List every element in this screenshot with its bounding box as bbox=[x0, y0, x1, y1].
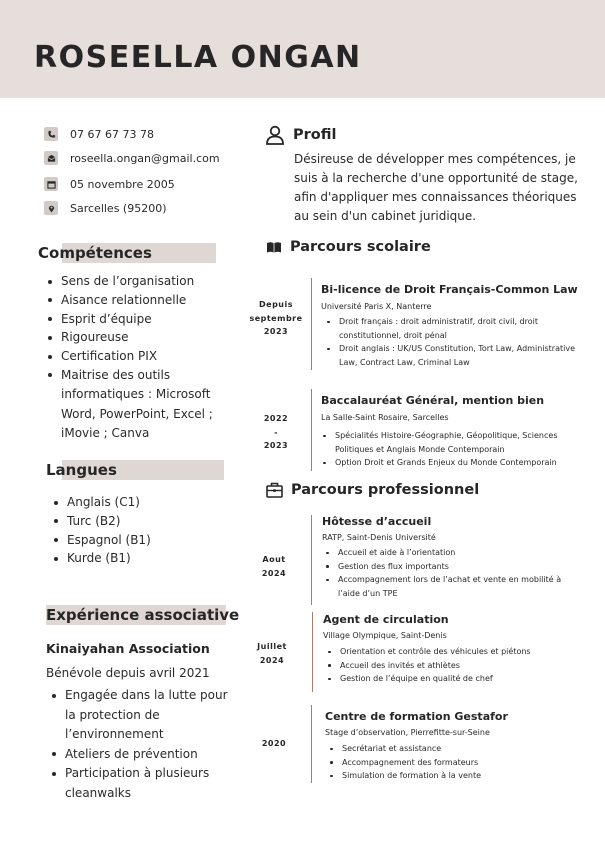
education-heading: Parcours scolaire bbox=[266, 239, 431, 255]
page-bottom-edge bbox=[0, 846, 605, 850]
entry-bullet: Accueil des invités et athlètes bbox=[322, 659, 577, 673]
entry-bullet: Accueil et aide à l’orientation bbox=[320, 546, 575, 560]
calendar-icon bbox=[44, 177, 58, 191]
language-item: Espagnol (B1) bbox=[52, 531, 222, 550]
entry-subtitle: Village Olympique, Saint-Denis bbox=[323, 631, 447, 640]
entry-bullet: Orientation et contrôle des véhicules et piétons bbox=[322, 645, 577, 659]
timeline-line bbox=[311, 389, 312, 471]
association-list bbox=[50, 686, 235, 803]
timeline-line bbox=[311, 705, 312, 783]
entry-bullets bbox=[321, 315, 583, 369]
skill-item: Sens de l’organisation bbox=[46, 272, 226, 291]
entry-title: Baccalauréat Général, mention bien bbox=[321, 394, 545, 407]
person-icon bbox=[265, 125, 285, 145]
entry-bullet: Accompagnement des formateurs bbox=[324, 756, 579, 770]
entry-subtitle: Université Paris X, Nanterre bbox=[321, 302, 432, 311]
entry-date: Depuis septembre 2023 bbox=[249, 300, 303, 336]
languages-heading: Langues bbox=[46, 460, 117, 480]
entry-bullet: Secrétariat et assistance bbox=[324, 742, 579, 756]
skill-item: Certification PIX bbox=[46, 347, 226, 366]
entry-title: Bi-licence de Droit Français-Common Law bbox=[321, 283, 578, 296]
languages-list bbox=[52, 493, 222, 568]
location-pin-icon bbox=[44, 201, 58, 215]
location-text: Sarcelles (95200) bbox=[70, 201, 167, 215]
briefcase-icon bbox=[266, 482, 283, 498]
timeline-line bbox=[311, 515, 312, 605]
skill-item: Rigoureuse bbox=[46, 328, 226, 347]
profile-text: Désireuse de développer mes compétences, je suis à la recherche d'une opportunité de stage, afin d'appliquer mes connaissances théoriques au sein d'un cabinet juridique. bbox=[294, 152, 578, 223]
entry-bullets bbox=[317, 429, 583, 470]
profile-heading: Profil bbox=[265, 125, 336, 145]
timeline-line bbox=[311, 278, 312, 370]
skill-item: Aisance relationnelle bbox=[46, 291, 226, 310]
work-heading: Parcours professionnel bbox=[266, 482, 479, 498]
contact-email bbox=[44, 151, 220, 165]
phone-icon bbox=[44, 127, 58, 141]
entry-bullet: Accompagnement lors de l’achat et vente en mobilité à l’aide d’un TPE bbox=[320, 573, 575, 600]
association-org: Kinaiyahan Association bbox=[46, 641, 210, 656]
contact-location bbox=[44, 201, 167, 215]
entry-bullet: Gestion des flux importants bbox=[320, 560, 575, 574]
entry-subtitle: Stage d’observation, Pierrefitte-sur-Seine bbox=[325, 728, 490, 737]
entry-title: Hôtesse d’accueil bbox=[322, 515, 432, 528]
timeline-line bbox=[312, 612, 313, 692]
association-heading: Expérience associative bbox=[46, 606, 240, 624]
entry-bullets bbox=[322, 645, 577, 686]
entry-bullet: Spécialités Histoire-Géographie, Géopolitique, Sciences Politiques et Anglais Monde Contemporain bbox=[317, 429, 583, 456]
open-book-icon bbox=[266, 240, 282, 254]
association-role: Bénévole depuis avril 2021 bbox=[46, 666, 210, 680]
skills-heading: Compétences bbox=[38, 243, 152, 263]
entry-bullet: Gestion de l’équipe en qualité de chef bbox=[322, 672, 577, 686]
entry-bullets bbox=[320, 546, 575, 600]
birthdate-text: 05 novembre 2005 bbox=[70, 177, 175, 191]
entry-bullet: Simulation de formation à la vente bbox=[324, 769, 579, 783]
email-icon bbox=[44, 151, 58, 165]
candidate-name: ROSEELLA ONGAN bbox=[34, 40, 362, 75]
phone-text: 07 67 67 73 78 bbox=[70, 127, 154, 141]
entry-bullets bbox=[324, 742, 579, 783]
email-text: roseella.ongan@gmail.com bbox=[70, 151, 220, 165]
entry-title: Centre de formation Gestafor bbox=[325, 710, 508, 723]
entry-bullet: Droit anglais : UK/US Constitution, Tort Law, Administrative Law, Contract Law, Criminal Law bbox=[321, 342, 583, 369]
association-item: Ateliers de prévention bbox=[50, 745, 235, 765]
contact-phone bbox=[44, 127, 154, 141]
entry-date: 2020 bbox=[261, 739, 287, 748]
entry-bullet: Droit français : droit administratif, droit civil, droit constitutionnel, droit pénal bbox=[321, 315, 583, 342]
entry-bullet: Option Droit et Grands Enjeux du Monde Contemporain bbox=[317, 456, 583, 470]
skill-item: Esprit d’équipe bbox=[46, 310, 226, 329]
skills-list bbox=[46, 272, 226, 444]
entry-date: Aout 2024 bbox=[261, 555, 287, 578]
language-item: Kurde (B1) bbox=[52, 549, 222, 568]
language-item: Turc (B2) bbox=[52, 512, 222, 531]
entry-title: Agent de circulation bbox=[323, 613, 449, 626]
contact-birthdate bbox=[44, 177, 175, 191]
association-item: Participation à plusieurs cleanwalks bbox=[50, 764, 235, 803]
entry-date: 2022 - 2023 bbox=[263, 414, 289, 450]
entry-subtitle: La Salle-Saint Rosaire, Sarcelles bbox=[321, 413, 449, 422]
entry-date: Juillet 2024 bbox=[257, 642, 287, 665]
association-item: Engagée dans la lutte pour la protection de l’environnement bbox=[50, 686, 235, 745]
language-item: Anglais (C1) bbox=[52, 493, 222, 512]
entry-subtitle: RATP, Saint-Denis Université bbox=[322, 533, 436, 542]
skill-item: Maitrise des outils informatiques : Microsoft Word, PowerPoint, Excel ; iMovie ; Canva bbox=[46, 366, 226, 444]
